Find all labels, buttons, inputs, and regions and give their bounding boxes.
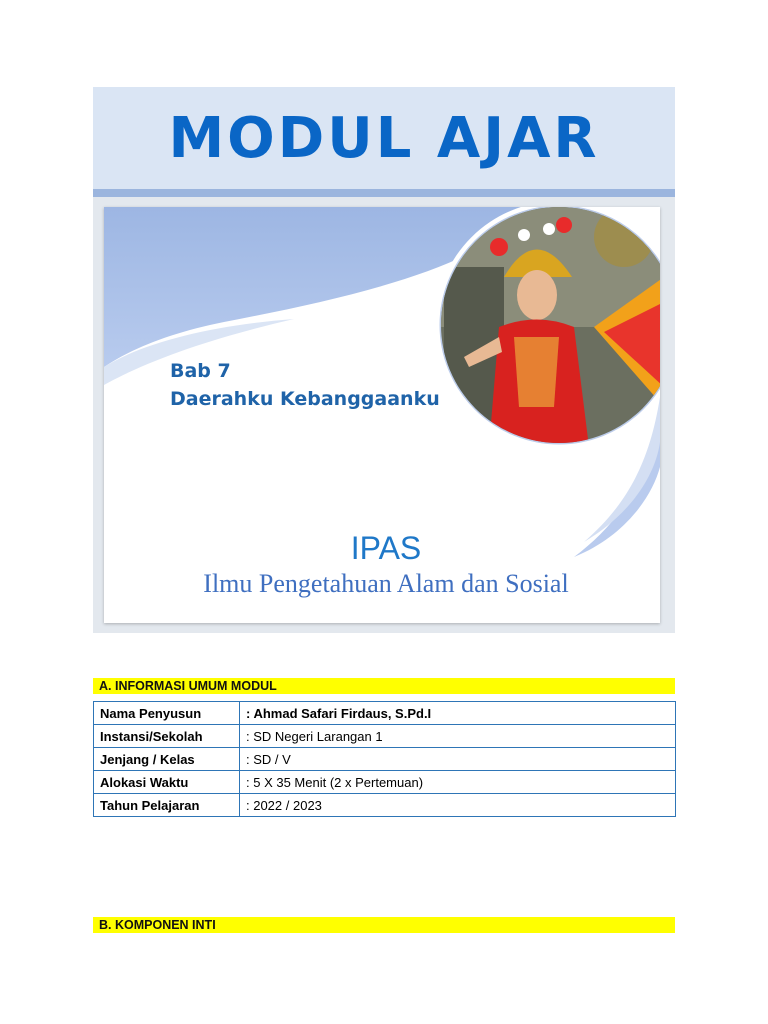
table-row: [94, 725, 676, 748]
info-value: : Ahmad Safari Firdaus, S.Pd.I: [240, 702, 676, 725]
info-key: Instansi/Sekolah: [94, 725, 240, 748]
subject-code: IPAS: [350, 530, 422, 566]
table-row: [94, 748, 676, 771]
info-value: : 5 X 35 Menit (2 x Pertemuan): [240, 771, 676, 794]
chapter-number: Bab 7: [170, 360, 231, 382]
info-key: Alokasi Waktu: [94, 771, 240, 794]
info-value: : 2022 / 2023: [240, 794, 676, 817]
cover-image: [104, 207, 660, 623]
title-banner: [93, 87, 675, 189]
cover-frame: [93, 197, 675, 633]
section-a-heading: A. INFORMASI UMUM MODUL: [93, 678, 675, 694]
title-divider: [93, 189, 675, 197]
chapter-title: Daerahku Kebanggaanku: [170, 388, 440, 410]
info-key: Jenjang / Kelas: [94, 748, 240, 771]
module-info-table: [93, 701, 676, 817]
info-key: Tahun Pelajaran: [94, 794, 240, 817]
info-key: Nama Penyusun: [94, 702, 240, 725]
table-row: [94, 771, 676, 794]
table-row: [94, 702, 676, 725]
info-value: : SD / V: [240, 748, 676, 771]
section-b-heading: B. KOMPONEN INTI: [93, 917, 675, 933]
module-title: MODUL AJAR: [168, 105, 600, 171]
table-row: [94, 794, 676, 817]
chapter-heading: [170, 357, 440, 413]
subject-full-name: Ilmu Pengetahuan Alam dan Sosial: [203, 569, 569, 598]
info-value: : SD Negeri Larangan 1: [240, 725, 676, 748]
